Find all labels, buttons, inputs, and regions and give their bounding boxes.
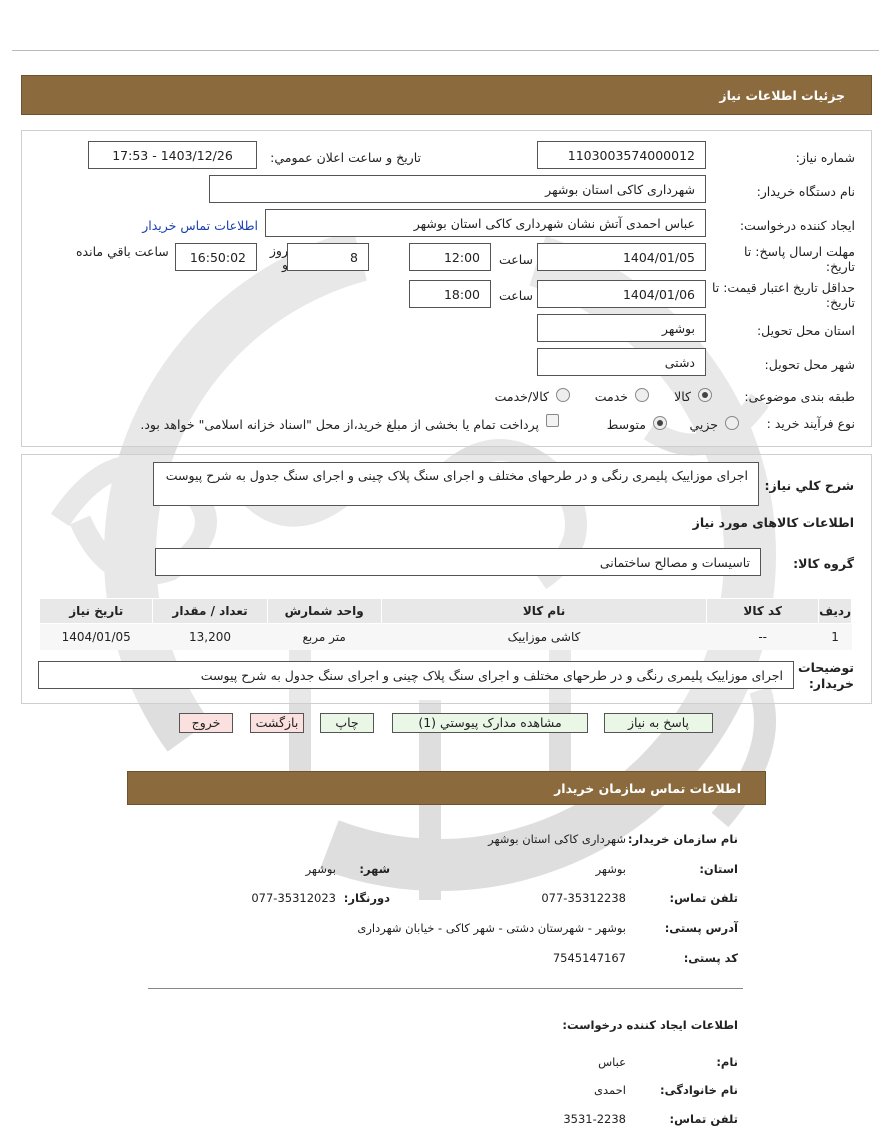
group-field: تاسيسات و مصالح ساختمانی (155, 548, 761, 576)
category-service-label: خدمت (594, 389, 628, 404)
days-field: 8 (287, 243, 369, 271)
days-label: روز و (269, 243, 288, 272)
postal-label: کد پستی: (683, 951, 738, 965)
creator-field: عباس احمدی آتش نشان شهرداری کاکی استان بوشهر (265, 209, 706, 237)
fax-label: دورنگار: (343, 891, 390, 905)
phone-value: 077-35312238 (541, 891, 626, 905)
cell-qty: 13,200 (153, 624, 267, 651)
buyer-notes-field: اجرای موزاییک پلیمری رنگی و در طرحهای مختلف و اجرای سنگ پلاک چینی و اجرای سنگ جدول به شرح پیوست (38, 661, 794, 689)
buyer-contact-link[interactable]: اطلاعات تماس خريدار (142, 218, 258, 233)
name-value: عباس (598, 1055, 626, 1069)
org-label: نام سازمان خريدار: (627, 832, 738, 846)
back-button[interactable]: بازگشت (250, 713, 304, 733)
validity-time-field: 18:00 (409, 280, 491, 308)
org-value: شهرداری کاکی استان بوشهر (488, 832, 626, 846)
cell-row: 1 (819, 624, 852, 651)
contact-province-value: بوشهر (595, 862, 626, 876)
address-value: بوشهر - شهرستان دشتی - شهر کاکی - خیابان شهرداری (357, 921, 626, 935)
cell-unit: متر مربع (267, 624, 381, 651)
print-button[interactable]: چاپ (320, 713, 374, 733)
top-divider (12, 50, 879, 51)
remaining-time-field: 16:50:02 (175, 243, 257, 271)
creator-label: ايجاد کننده درخواست: (739, 218, 855, 233)
deadline-date-field: 1404/01/05 (537, 243, 706, 271)
category-radio-goods[interactable] (698, 388, 712, 402)
phone-label: تلفن تماس: (669, 891, 738, 905)
city-label: شهر محل تحويل: (764, 357, 855, 372)
category-label: طبقه بندی موضوعی: (744, 389, 855, 404)
reply-button[interactable]: پاسخ به نياز (604, 713, 713, 733)
contact-title: اطلاعات تماس سازمان خريدار (554, 781, 741, 796)
contact-province-label: استان: (699, 862, 738, 876)
province-label: استان محل تحويل: (756, 323, 855, 338)
address-label: آدرس پستی: (664, 921, 738, 935)
table-row (40, 624, 852, 651)
contact-divider (148, 988, 743, 989)
view-docs-button[interactable]: مشاهده مدارک پيوستي (1) (392, 713, 588, 733)
need-number-label: شماره نياز: (795, 150, 855, 165)
city-field: دشتی (537, 348, 706, 376)
col-qty: تعداد / مقدار (153, 599, 267, 624)
province-field: بوشهر (537, 314, 706, 342)
announce-field: 1403/12/26 - 17:53 (88, 141, 257, 169)
exit-button[interactable]: خروج (179, 713, 233, 733)
col-code: کد کالا (707, 599, 819, 624)
process-radio-minor[interactable] (725, 416, 739, 430)
group-label: گروه کالا: (793, 556, 854, 571)
validity-date-field: 1404/01/06 (537, 280, 706, 308)
category-goods-label: کالا (674, 389, 691, 404)
payment-note: پرداخت تمام يا بخشی از مبلغ خريد،از محل "اسناد خزانه اسلامی" خواهد بود. (140, 417, 539, 432)
col-name: نام کالا (381, 599, 706, 624)
announce-label: تاريخ و ساعت اعلان عمومي: (270, 150, 421, 165)
description-label: شرح کلي نياز: (764, 478, 854, 493)
col-date: تاريخ نياز (40, 599, 153, 624)
postal-value: 7545147167 (552, 951, 626, 965)
deadline-time-field: 12:00 (409, 243, 491, 271)
description-field: اجرای موزاییک پلیمری رنگی و در طرحهای مختلف و اجرای سنگ پلاک چینی و اجرای سنگ جدول به شرح پیوست (153, 462, 759, 506)
process-medium-label: متوسط (606, 417, 646, 432)
contact-header (127, 771, 766, 805)
family-value: احمدی (594, 1083, 626, 1097)
creator-phone-value: 3531-2238 (563, 1112, 626, 1126)
cell-name: کاشی موزاییک (381, 624, 706, 651)
deadline-label: مهلت ارسال پاسخ: تا تاريخ: (744, 244, 855, 274)
validity-label: حداقل تاريخ اعتبار قيمت: تا تاريخ: (711, 280, 855, 310)
contact-city-value: بوشهر (305, 862, 336, 876)
process-radio-medium[interactable] (653, 416, 667, 430)
deadline-time-label: ساعت (498, 252, 533, 267)
contact-city-label: شهر: (359, 862, 390, 876)
category-radio-goods-service[interactable] (556, 388, 570, 402)
buyer-label: نام دستگاه خريدار: (756, 184, 855, 199)
cell-date: 1404/01/05 (40, 624, 153, 651)
goods-title: اطلاعات کالاهای مورد نياز (692, 515, 854, 530)
col-row: رديف (819, 599, 852, 624)
process-minor-label: جزیي (689, 417, 718, 432)
cell-code: -- (707, 624, 819, 651)
validity-time-label: ساعت (498, 288, 533, 303)
table-header-row (40, 599, 852, 624)
items-table (39, 598, 852, 650)
col-unit: واحد شمارش (267, 599, 381, 624)
treasury-checkbox[interactable] (546, 414, 559, 427)
remaining-label: ساعت باقي مانده (76, 244, 169, 259)
creator-title: اطلاعات ايجاد کننده درخواست: (562, 1018, 738, 1032)
fax-value: 077-35312023 (251, 891, 336, 905)
buyer-field: شهرداری کاکی استان بوشهر (209, 175, 706, 203)
category-radio-service[interactable] (635, 388, 649, 402)
page-header (21, 75, 872, 115)
buyer-notes-label: توضيحات خريدار: (798, 660, 854, 691)
page-title: جزئيات اطلاعات نياز (719, 88, 845, 103)
family-label: نام خانوادگی: (660, 1083, 738, 1097)
name-label: نام: (716, 1055, 738, 1069)
category-goods-service-label: کالا/خدمت (494, 389, 549, 404)
need-number-field: 1103003574000012 (537, 141, 706, 169)
creator-phone-label: تلفن تماس: (669, 1112, 738, 1126)
process-label: نوع فرآيند خريد : (766, 416, 855, 431)
